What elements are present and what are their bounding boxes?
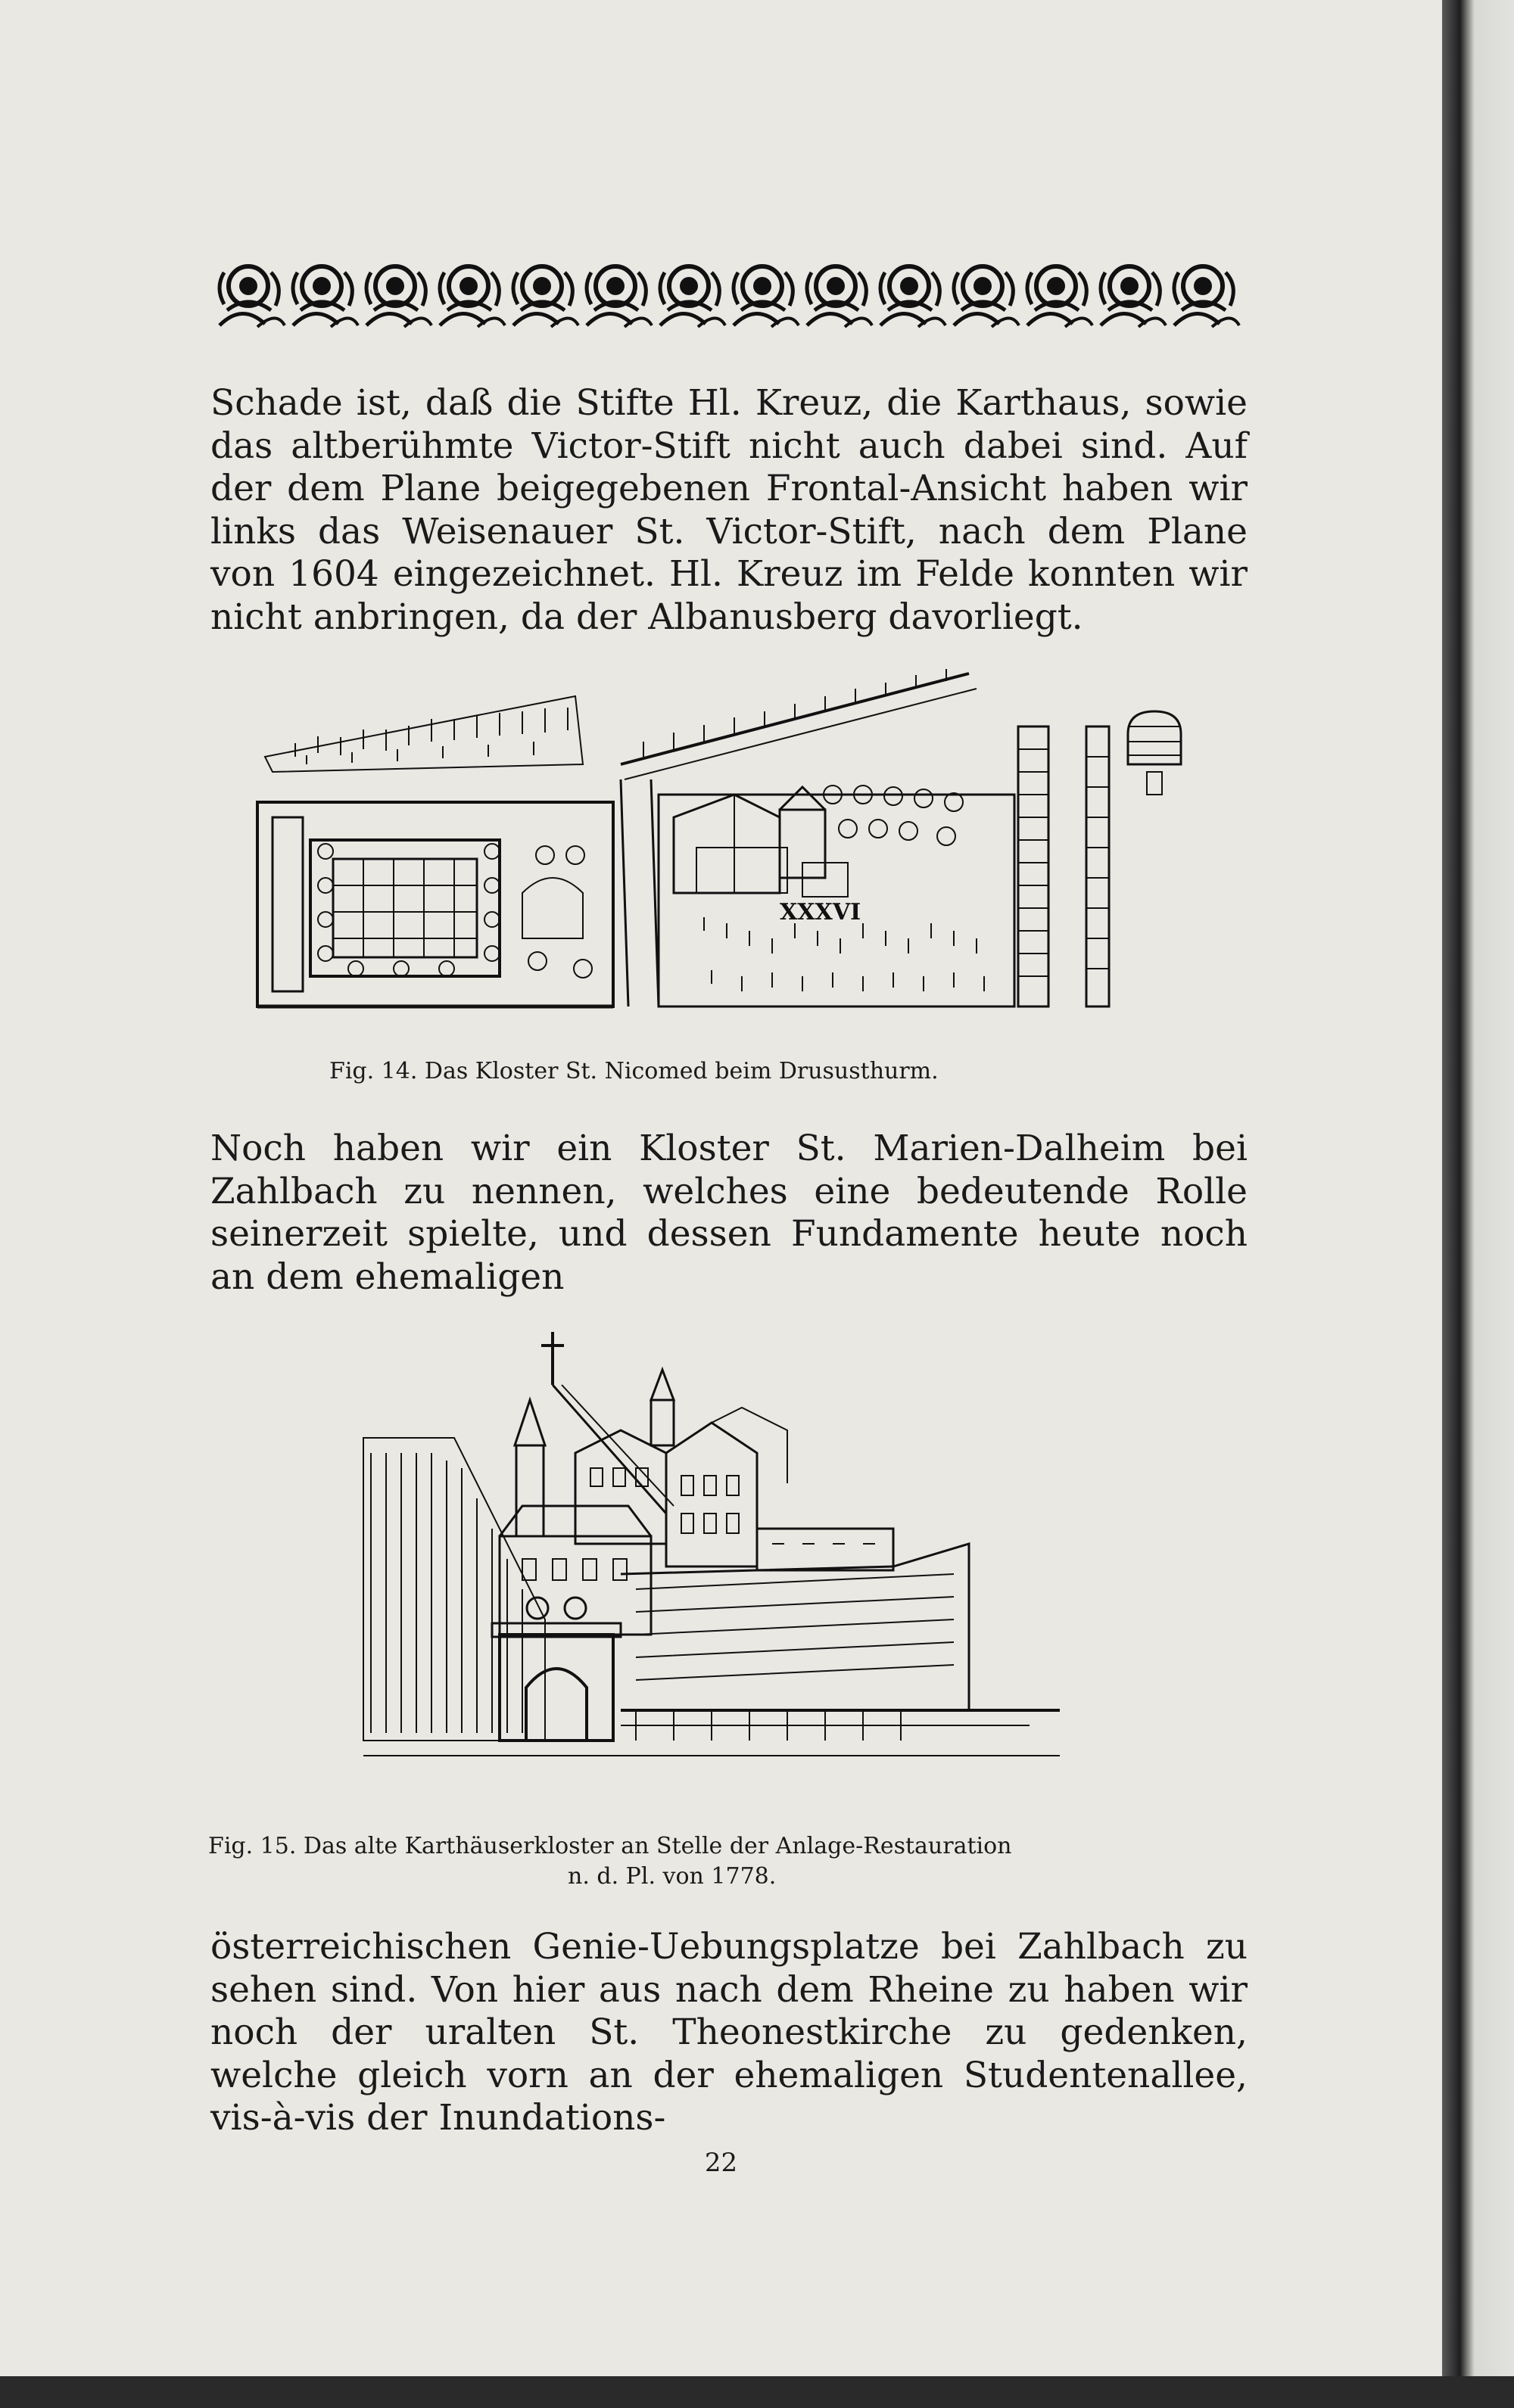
scan-bottom-border [0,2376,1514,2408]
paragraph-2: Noch haben wir ein Kloster St. Marien-Dalheim bei Zahlbach zu nennen, welches eine bedeutende Rolle seinerzeit spielte, und dessen Fundamente heute noch an dem ehemaligen [210,1128,1248,1298]
book-binding-edge [1442,0,1514,2408]
paragraph-1: Schade ist, daß die Stifte Hl. Kreuz, die Karthaus, sowie das altberühmte Victor-Stift nicht auch dabei sind. Auf der dem Plane beigegebenen Frontal-Ansicht haben wir links das Weisenauer St. Victor-Stift, nach dem Plane von 1604 eingezeichnet. Hl. Kreuz im Felde konnten wir nicht anbringen, da der Albanusberg davorliegt. [210,382,1248,638]
figure-15-caption-line-2: n. d. Pl. von 1778. [568,1863,777,1890]
figure-15-caption-line-1: Fig. 15. Das alte Karthäuserkloster an Stelle der Anlage-Restauration [208,1833,1012,1859]
figure-14-numeral: XXXVI [780,899,861,926]
floral-ornament-band [212,257,1241,333]
page-number: 22 [704,2148,738,2178]
figure-15-illustration [348,1317,1060,1778]
figure-14-illustration [250,666,1204,1029]
figure-14-caption: Fig. 14. Das Kloster St. Nicomed beim Drususthurm. [329,1058,939,1084]
paragraph-3: österreichischen Genie-Uebungsplatze bei Zahlbach zu sehen sind. Von hier aus nach dem Rheine zu haben wir noch der uralten St. Theonestkirche zu gedenken, welche gleich vorn an der ehemaligen Studentenallee, vis-à-vis der Inundations- [210,1926,1248,2139]
